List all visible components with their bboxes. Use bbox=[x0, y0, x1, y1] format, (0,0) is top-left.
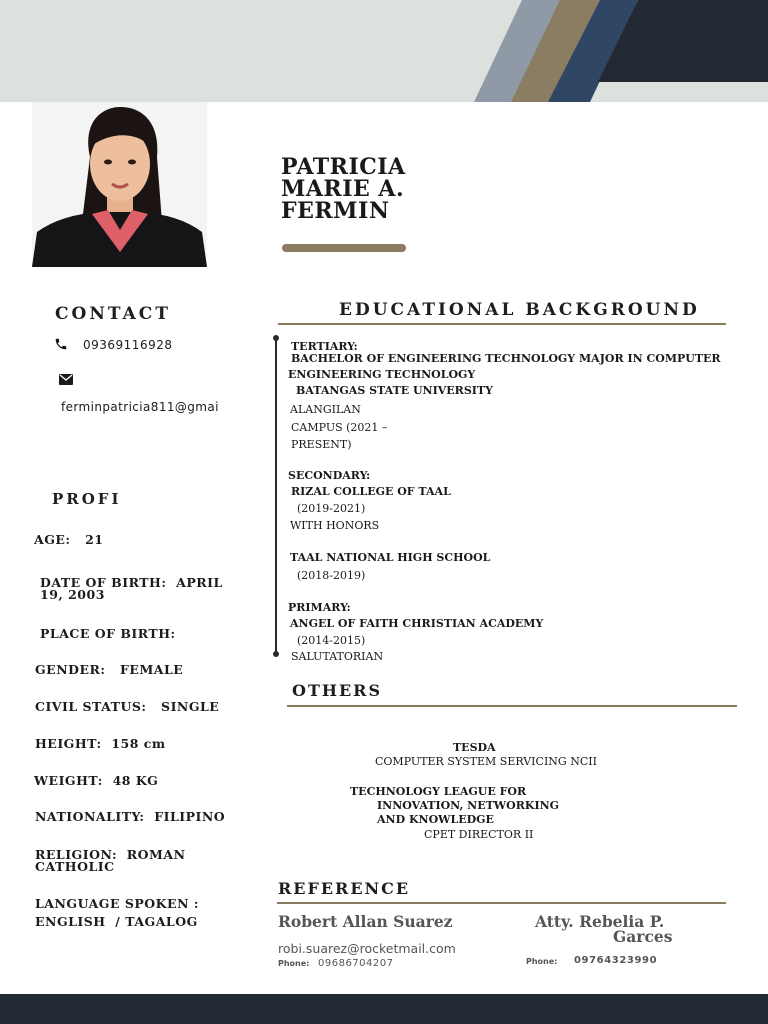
contact-phone: 09369116928 bbox=[83, 338, 173, 352]
league-role: CPET DIRECTOR II bbox=[424, 828, 534, 841]
profile-language: LANGUAGE SPOKEN : ENGLISH / TAGALOG bbox=[35, 896, 199, 929]
profile-pob: PLACE OF BIRTH: bbox=[40, 626, 176, 641]
degree-line: ENGINEERING TECHNOLOGY bbox=[288, 368, 476, 381]
reference-name: Garces bbox=[613, 927, 673, 946]
primary-note: SALUTATORIAN bbox=[291, 650, 384, 663]
full-name bbox=[281, 156, 406, 222]
primary-label: PRIMARY: bbox=[288, 601, 351, 614]
secondary-label: SECONDARY: bbox=[288, 469, 371, 482]
contact-email: ferminpatricia811@gmai bbox=[61, 400, 219, 414]
education-timeline bbox=[275, 338, 277, 656]
profile-photo bbox=[32, 102, 207, 267]
reference-name: Atty. Rebelia P. bbox=[535, 912, 665, 931]
timeline-dot bbox=[273, 335, 279, 341]
tertiary-label: TERTIARY: bbox=[291, 340, 358, 353]
profile-dob: DATE OF BIRTH: APRIL 19, 2003 bbox=[40, 575, 223, 602]
reference-heading: REFERENCE bbox=[278, 879, 411, 898]
phone-icon bbox=[54, 337, 68, 351]
education-rule bbox=[278, 323, 726, 325]
primary-school: ANGEL OF FAITH CHRISTIAN ACADEMY bbox=[290, 617, 544, 630]
name-underline bbox=[282, 244, 406, 252]
campus-line: PRESENT) bbox=[291, 438, 352, 451]
reference-rule bbox=[277, 902, 726, 904]
primary-years: (2014-2015) bbox=[297, 634, 366, 647]
contact-heading: CONTACT bbox=[55, 304, 171, 324]
campus-line: CAMPUS (2021 – bbox=[291, 421, 388, 434]
others-heading: OTHERS bbox=[292, 681, 383, 700]
reference-email: robi.suarez@rocketmail.com bbox=[278, 941, 456, 956]
secondary-school: TAAL NATIONAL HIGH SCHOOL bbox=[290, 551, 491, 564]
name-line: FERMIN bbox=[281, 198, 390, 224]
secondary-years: (2018-2019) bbox=[297, 569, 366, 582]
footer-band bbox=[0, 994, 768, 1024]
tesda-certificate: COMPUTER SYSTEM SERVICING NCII bbox=[375, 755, 597, 768]
secondary-years: (2019-2021) bbox=[297, 502, 366, 515]
others-rule bbox=[287, 705, 737, 707]
profile-age: AGE: 21 bbox=[34, 532, 104, 547]
reference-phone: 09686704207 bbox=[318, 958, 394, 969]
tesda-title: TESDA bbox=[453, 741, 496, 754]
profile-religion: RELIGION: ROMAN CATHOLIC bbox=[35, 847, 186, 874]
league-line: AND KNOWLEDGE bbox=[377, 813, 494, 826]
profile-heading: PROFI bbox=[52, 490, 122, 508]
reference-phone-label: Phone: bbox=[278, 959, 310, 968]
name-line: MARIE A. bbox=[281, 176, 405, 202]
reference-phone: 09764323990 bbox=[574, 955, 658, 966]
degree-line: BACHELOR OF ENGINEERING TECHNOLOGY MAJOR IN COMPUTER bbox=[291, 352, 721, 365]
campus-line: ALANGILAN bbox=[290, 403, 361, 416]
profile-height: HEIGHT: 158 cm bbox=[35, 736, 166, 751]
timeline-dot bbox=[273, 651, 279, 657]
profile-civil-status: CIVIL STATUS: SINGLE bbox=[35, 699, 220, 714]
league-line: INNOVATION, NETWORKING bbox=[377, 799, 560, 812]
profile-gender: GENDER: FEMALE bbox=[35, 662, 184, 677]
reference-name: Robert Allan Suarez bbox=[278, 912, 453, 931]
league-line: TECHNOLOGY LEAGUE FOR bbox=[350, 785, 527, 798]
profile-weight: WEIGHT: 48 KG bbox=[34, 773, 159, 788]
name-line: PATRICIA bbox=[281, 154, 406, 180]
university-name: BATANGAS STATE UNIVERSITY bbox=[296, 384, 493, 397]
education-heading: EDUCATIONAL BACKGROUND bbox=[339, 300, 700, 320]
profile-nationality: NATIONALITY: FILIPINO bbox=[35, 809, 226, 824]
secondary-note: WITH HONORS bbox=[290, 519, 380, 532]
mail-icon bbox=[59, 374, 73, 385]
secondary-school: RIZAL COLLEGE OF TAAL bbox=[291, 485, 451, 498]
header-stripes bbox=[0, 0, 768, 102]
reference-phone-label: Phone: bbox=[526, 957, 558, 966]
